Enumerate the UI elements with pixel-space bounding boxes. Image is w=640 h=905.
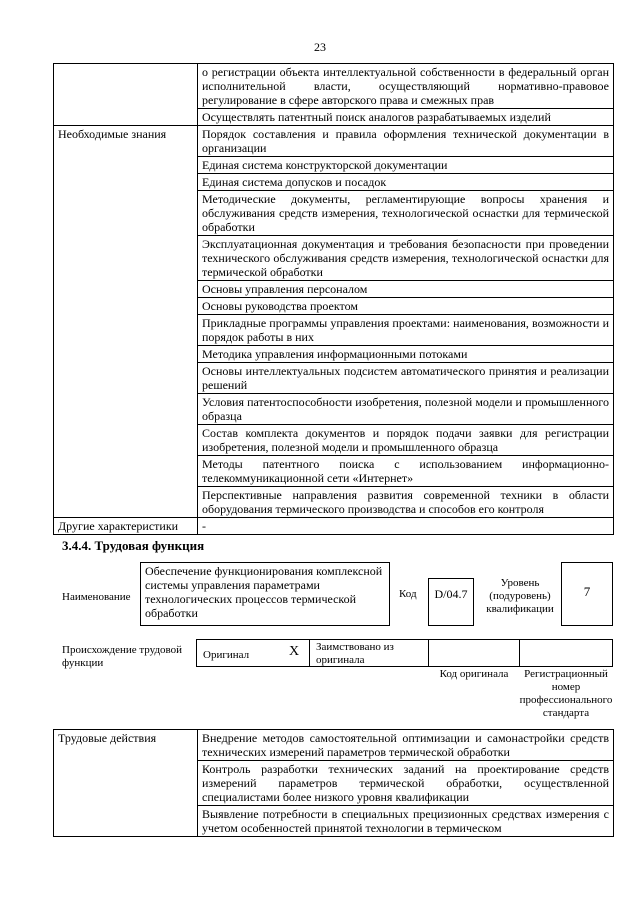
table-cell: Порядок составления и правила оформления технической документации в организации <box>198 126 614 157</box>
table-row <box>54 126 614 157</box>
code-box <box>428 578 474 626</box>
knowledge-label: Необходимые знания <box>54 126 198 518</box>
table-cell: Эксплуатационная документация и требования безопасности при проведении технического обслуживания средств измерения, технологической оснастки для термической обработки <box>198 236 614 281</box>
other-characteristics-label: Другие характеристики <box>54 518 198 535</box>
table-cell: Единая система конструкторской документации <box>198 157 614 174</box>
table-cell: Основы интеллектуальных подсистем автоматического принятия и реализации решений <box>198 363 614 394</box>
original-mark: X <box>289 644 300 659</box>
reg-number-box <box>519 639 613 667</box>
table-cell: Единая система допусков и посадок <box>198 174 614 191</box>
labor-actions-label: Трудовые действия <box>54 730 198 837</box>
table-cell: Осуществлять патентный поиск аналогов разрабатываемых изделий <box>198 109 614 126</box>
table-cell: Условия патентоспособности изобретения, полезной модели и промышленного образца <box>198 394 614 425</box>
table-row <box>54 518 614 535</box>
other-characteristics-value: - <box>198 518 614 535</box>
reg-number-label: Регистрационный номер профессионального стандарта <box>519 668 613 719</box>
origin-label: Происхождение трудовой функции <box>62 644 183 669</box>
table-cell: Методические документы, регламентирующие вопросы хранения и обслуживания средств измерения, технологической оснастки для термической обработки <box>198 191 614 236</box>
function-name-box <box>140 562 390 626</box>
code-original-box <box>428 639 520 667</box>
table-cell: Прикладные программы управления проектами: наименования, возможности и порядок работы в них <box>198 315 614 346</box>
table-row <box>54 730 614 761</box>
borrowed-box <box>309 639 429 667</box>
table-cell: Основы руководства проектом <box>198 298 614 315</box>
borrowed-label: Заимствовано из оригинала <box>316 641 394 666</box>
name-label: Наименование <box>62 591 131 603</box>
table-cell: о регистрации объекта интеллектуальной собственности в федеральный орган исполнительной власти, осуществляющий нормативно-правовое регулирование в сфере авторского права и смежных прав <box>198 64 614 109</box>
level-label: Уровень (подуровень) квалификации <box>486 577 554 615</box>
labor-actions-table <box>53 729 614 837</box>
table-cell: Перспективные направления развития современной техники в области оборудования термического производства и способов его контроля <box>198 487 614 518</box>
table-cell: Методы патентного поиска с использованием информационно-телекоммуникационной сети «Интернет» <box>198 456 614 487</box>
original-box <box>196 639 310 667</box>
table-row <box>54 64 614 109</box>
level-value: 7 <box>583 584 591 599</box>
table-cell: Контроль разработки технических заданий на проектирование средств измерений параметров термической обработки, осуществленной специалистами более низкого уровня квалификации <box>198 761 614 806</box>
knowledge-table <box>53 63 614 535</box>
table-cell: Состав комплекта документов и порядок подачи заявки для регистрации изобретения, полезной модели и промышленного образца <box>198 425 614 456</box>
empty-label-cell <box>54 64 198 126</box>
level-box <box>561 562 613 626</box>
section-heading: 3.4.4. Трудовая функция <box>62 538 205 553</box>
table-cell: Выявление потребности в специальных прецизионных средствах измерения с учетом особенностей принятой технологии в термическом <box>198 806 614 837</box>
table-cell: Методика управления информационными потоками <box>198 346 614 363</box>
table-cell: Внедрение методов самостоятельной оптимизации и самонастройки средств технических измерений параметров термической обработки <box>198 730 614 761</box>
page-number: 23 <box>314 40 326 54</box>
table-cell: Основы управления персоналом <box>198 281 614 298</box>
code-value: D/04.7 <box>434 587 468 601</box>
code-original-label: Код оригинала <box>439 668 509 680</box>
code-label: Код <box>399 588 417 600</box>
original-label: Оригинал <box>203 649 250 661</box>
function-name-value: Обеспечение функционирования комплексной системы управления параметрами технологических процессов термической обработки <box>145 564 383 620</box>
